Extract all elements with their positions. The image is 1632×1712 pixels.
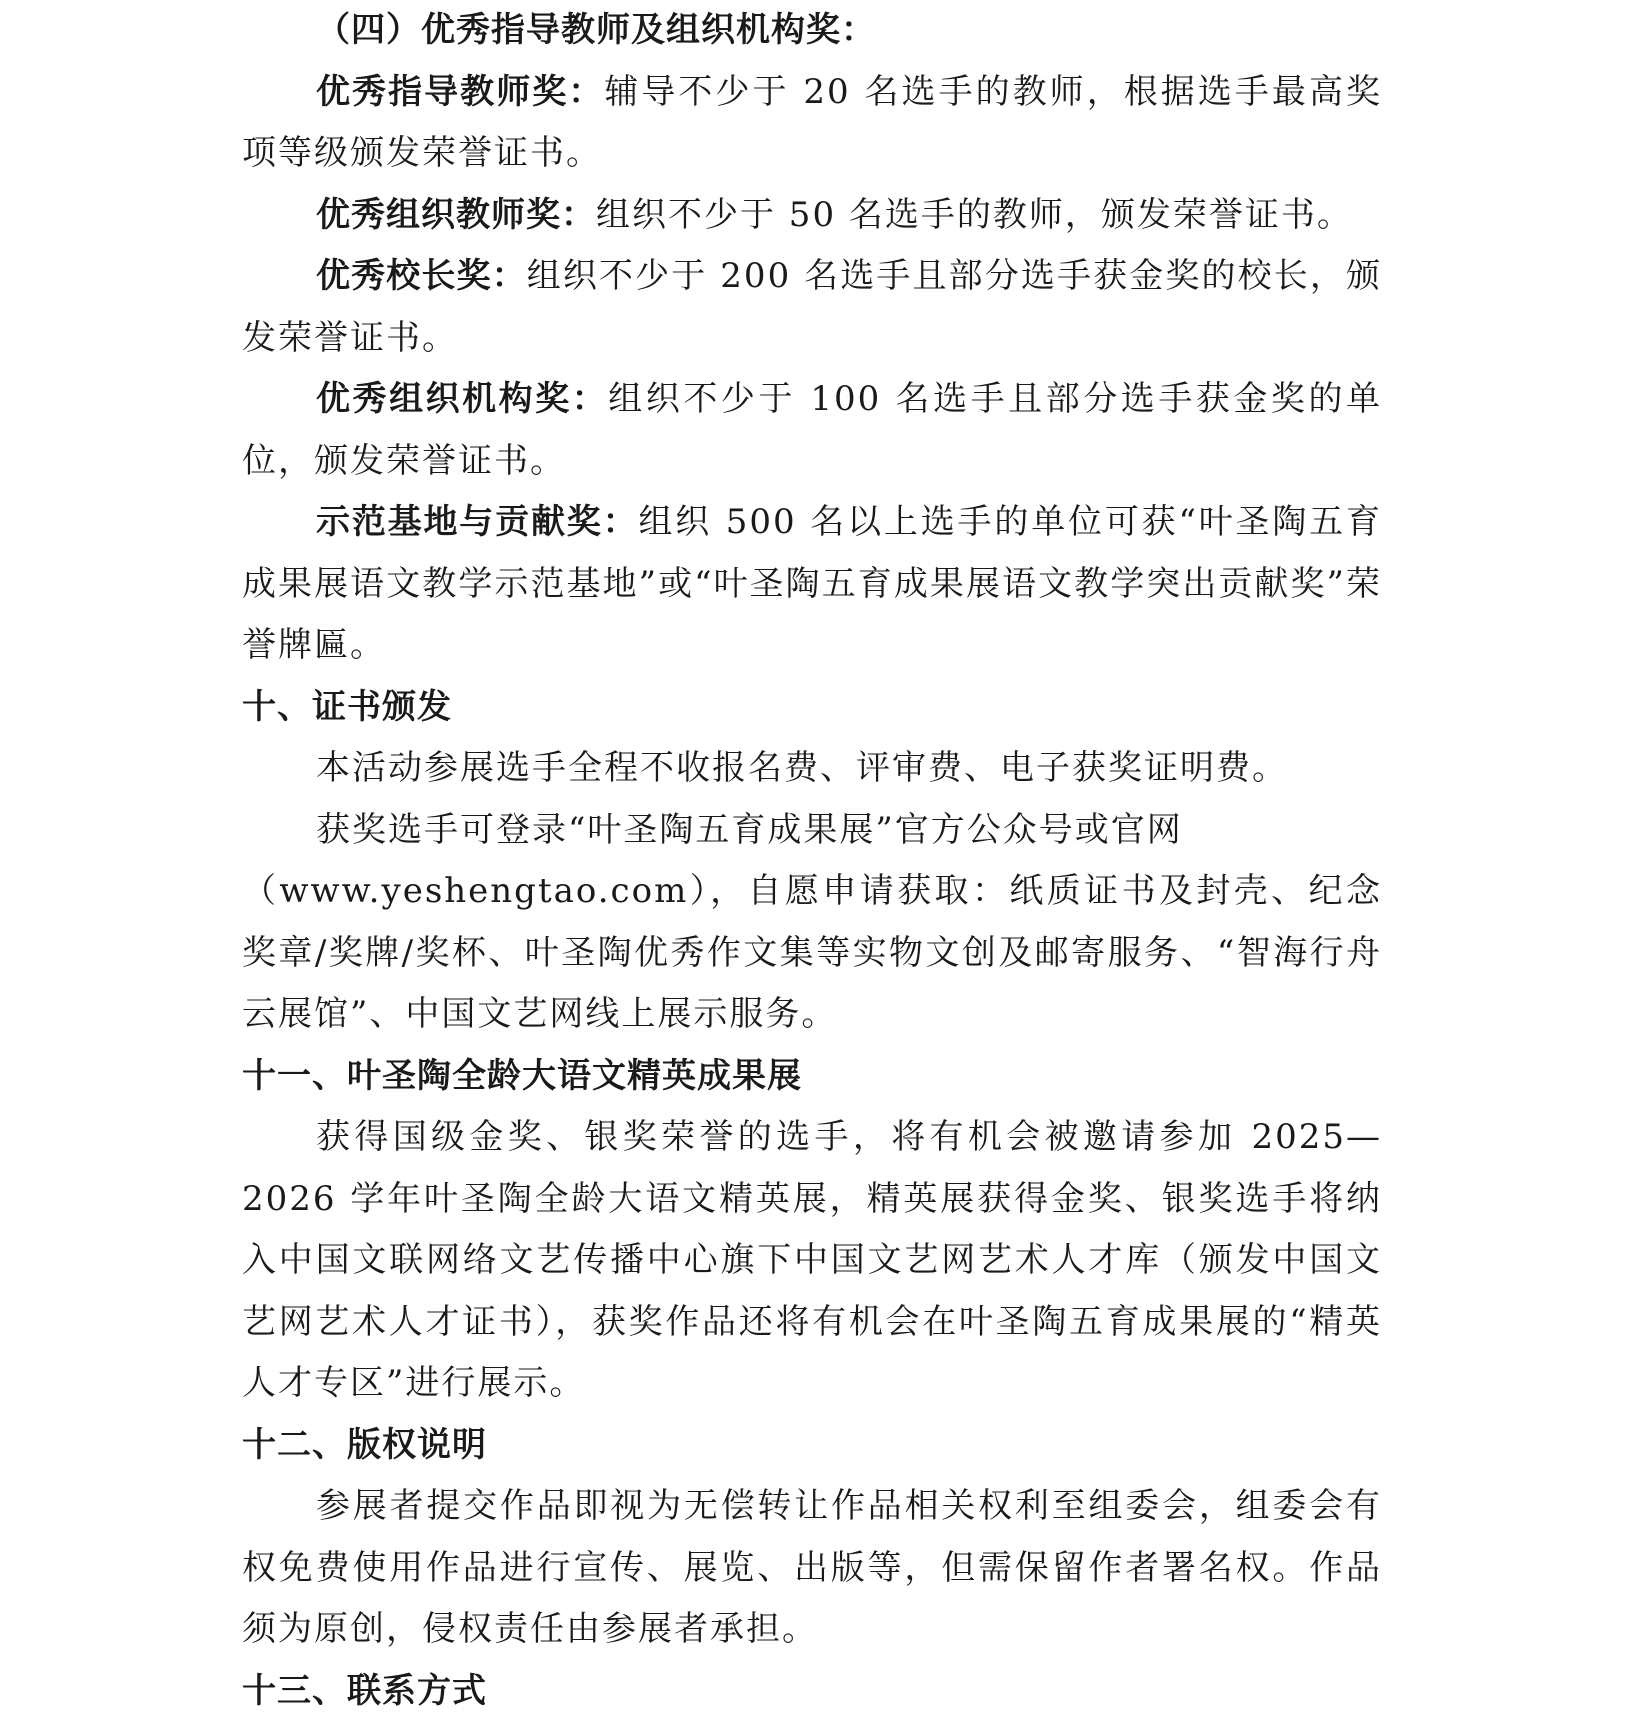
award-text: 组织 500 名以上选手的单位可获“叶圣陶五育成果展语文教学示范基地”或“叶圣陶五育成果展语文教学突出贡献奖”荣誉牌匾。: [242, 502, 1382, 665]
award-paragraph-organizer-teacher: [242, 185, 1382, 247]
award-paragraph-principal: [242, 246, 1382, 369]
award-label: 示范基地与贡献奖：: [316, 502, 639, 542]
section-12-paragraph: 参展者提交作品即视为无偿转让作品相关权利至组委会，组委会有权免费使用作品进行宣传、展览、出版等，但需保留作者署名权。作品须为原创，侵权责任由参展者承担。: [242, 1486, 1382, 1649]
award-paragraph-institution: [242, 369, 1382, 492]
section-10-paragraph-fees: 本活动参展选手全程不收报名费、评审费、电子获奖证明费。: [316, 748, 1288, 788]
award-label: 优秀校长奖：: [316, 256, 527, 296]
award-subheading: （四）优秀指导教师及组织机构奖：: [316, 10, 876, 50]
award-label: 优秀组织机构奖：: [316, 379, 609, 419]
award-paragraph-demo-base: [242, 492, 1382, 677]
award-text: 组织不少于 200 名选手且部分选手获金奖的校长，颁发荣誉证书。: [242, 256, 1382, 358]
section-10-paragraph-apply-rest: （www.yeshengtao.com），自愿申请获取：纸质证书及封壳、纪念奖章/奖牌/奖杯、叶圣陶优秀作文集等实物文创及邮寄服务、“智海行舟云展馆”、中国文艺网线上展示服务。: [242, 871, 1382, 1034]
award-text: 组织不少于 50 名选手的教师，颁发荣誉证书。: [596, 194, 1353, 235]
section-11-heading: 十一、叶圣陶全龄大语文精英成果展: [242, 1055, 802, 1096]
section-13-heading: 十三、联系方式: [242, 1670, 487, 1711]
section-11-paragraph: 获得国级金奖、银奖荣誉的选手，将有机会被邀请参加 2025—2026 学年叶圣陶全龄大语文精英展，精英展获得金奖、银奖选手将纳入中国文联网络文艺传播中心旗下中国文艺网艺术人才库（颁发中国文艺网艺术人才证书），获奖作品还将有机会在叶圣陶五育成果展的“精英人才专区”进行展示。: [242, 1117, 1382, 1403]
document-body: [242, 0, 1382, 1712]
section-10-paragraph-apply-line1: 获奖选手可登录“叶圣陶五育成果展”官方公众号或官网: [316, 809, 1183, 850]
section-12-heading: 十二、版权说明: [242, 1424, 487, 1465]
award-text: 组织不少于 100 名选手且部分选手获金奖的单位，颁发荣誉证书。: [242, 379, 1382, 481]
award-text: 辅导不少于 20 名选手的教师，根据选手最高奖项等级颁发荣誉证书。: [242, 71, 1382, 173]
award-label: 优秀指导教师奖：: [316, 71, 605, 112]
section-10-heading: 十、证书颁发: [242, 686, 452, 727]
award-paragraph-instructor: [242, 62, 1382, 185]
award-label: 优秀组织教师奖：: [316, 194, 596, 235]
